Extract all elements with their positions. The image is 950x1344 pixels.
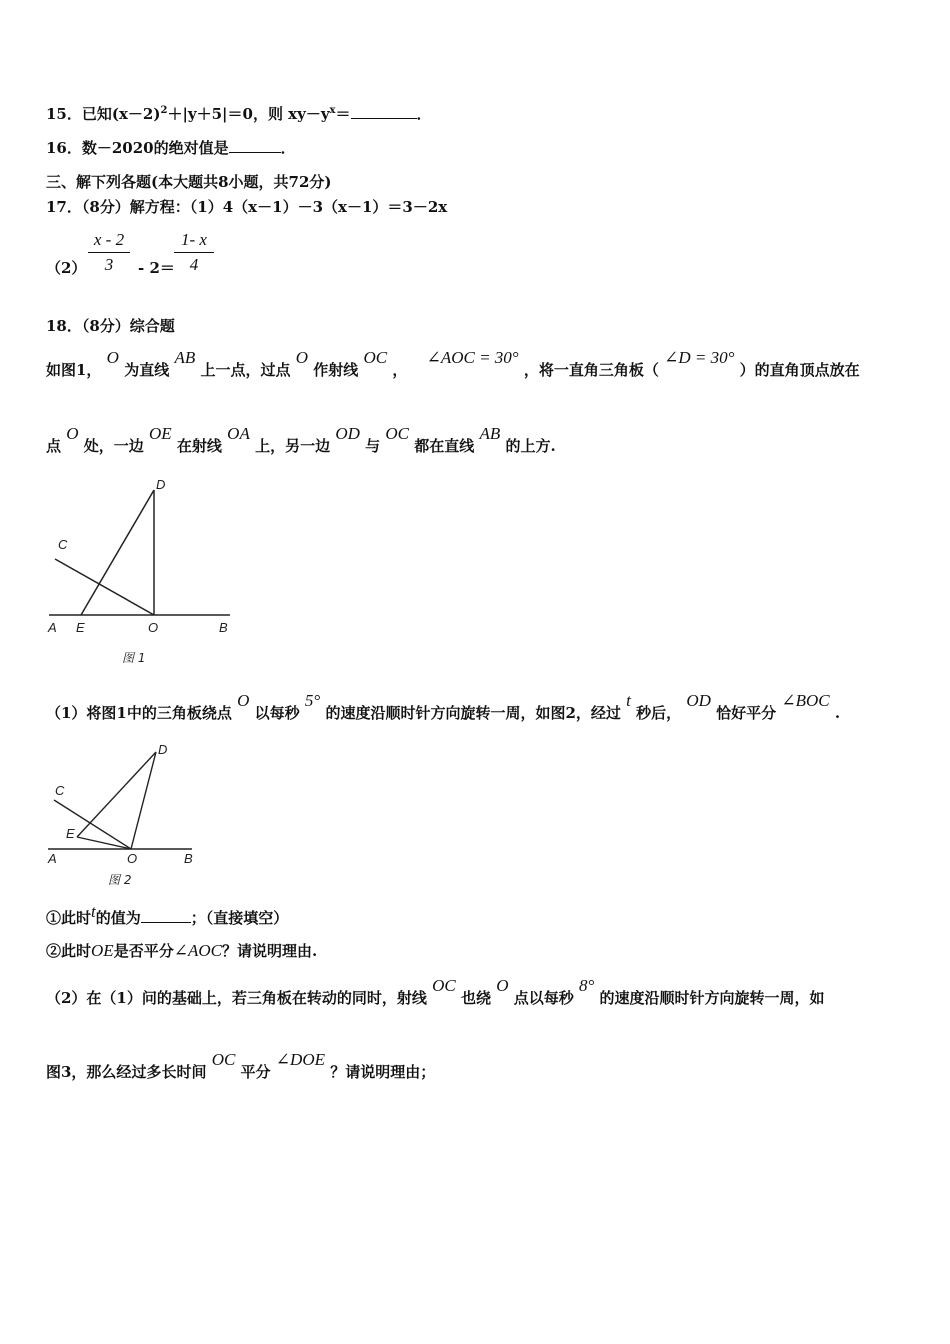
q16-end: ． — [280, 139, 296, 157]
fig2-line-de — [77, 752, 156, 837]
q18-p2-O: O — [66, 424, 79, 443]
q18-sub2b-angle-doe: ∠DOE — [275, 1050, 325, 1069]
q15-text: 已知 — [81, 105, 112, 123]
q18-p1-O2: O — [295, 348, 308, 367]
q18-sub-1 — [46, 691, 841, 723]
q18-sub1-OD: OD — [686, 691, 711, 710]
q18-p1-O1: O — [106, 348, 119, 367]
q16-number: 16． — [46, 139, 82, 157]
figure-2 — [44, 740, 204, 890]
q18-sub2-c: 点以每秒 — [513, 989, 574, 1007]
q18-item2-angle-aoc: ∠AOC — [173, 941, 222, 960]
q17-frac2-denominator: 4 — [189, 255, 199, 274]
fig1-label-c: C — [58, 537, 68, 552]
q16-answer-blank[interactable] — [229, 138, 281, 153]
q18-sub2-a: （2）在（1）问的基础上，若三角板在转动的同时，射线 — [46, 989, 427, 1007]
q18-sub1-b: 以每秒 — [254, 704, 300, 722]
q17-fraction-2 — [174, 230, 214, 275]
q18-item2-b: 是否平分 — [113, 942, 174, 960]
q15-expr-b: ＋|y＋5|＝0，则 xy－y — [167, 105, 330, 123]
q18-sub1-a: （1）将图1中的三角板绕点 — [46, 704, 232, 722]
question-15 — [46, 103, 432, 124]
q18-sub1-c: 的速度沿顺时针方向旋转一周，如图2，经过 — [325, 704, 621, 722]
q18-item1-b: 的值为 — [95, 909, 141, 927]
q18-item2-OE: OE — [91, 941, 114, 960]
q18-item1-answer-blank[interactable] — [141, 908, 191, 923]
q18-item-1 — [46, 902, 289, 928]
q18-sub2-b: 也绕 — [460, 989, 491, 1007]
q18-sub2-O: O — [496, 976, 509, 995]
q18-sub2-OC: OC — [432, 976, 456, 995]
q18-sub1-e: 恰好平分 — [716, 704, 777, 722]
q18-sub1-O: O — [237, 691, 250, 710]
q18-p1-b: 为直线 — [124, 361, 170, 379]
q18-sub1-angle-boc: ∠BOC — [781, 691, 830, 710]
fig1-label-b: B — [219, 620, 228, 635]
fig2-line-od — [131, 752, 156, 849]
q18-p1-a: 如图1， — [46, 361, 102, 379]
q18-p1-g: ）的直角顶点放在 — [739, 361, 860, 379]
q18-p1-c: 上一点，过点 — [200, 361, 291, 379]
q16-text: 数－2020的绝对值是 — [81, 139, 229, 157]
q15-end: ． — [416, 105, 432, 123]
fig2-label-c: C — [55, 783, 65, 798]
q18-sub1-f: . — [834, 704, 841, 722]
fig2-label-d: D — [158, 742, 168, 757]
fig1-line-oc — [55, 559, 154, 615]
q18-p1-d: 作射线 — [313, 361, 359, 379]
fig1-label-o: O — [148, 620, 159, 635]
fig1-line-de — [81, 490, 154, 615]
q18-p2-OE: OE — [149, 424, 172, 443]
q15-expr-c: ＝ — [335, 105, 351, 123]
fig2-label-o: O — [127, 851, 138, 866]
q18-sub2b-b: 平分 — [240, 1063, 271, 1081]
q18-sub2b-a: 图3，那么经过多长时间 — [46, 1063, 207, 1081]
section-3-heading: 三、解下列各题(本大题共8小题，共72分) — [46, 173, 332, 191]
q17-frac1-denominator: 3 — [104, 255, 114, 274]
q18-item1-a: ①此时 — [46, 909, 92, 927]
q18-p2-g: 的上方. — [505, 437, 556, 455]
q18-sub-2-continued — [46, 1050, 436, 1082]
q15-sup: 2 — [160, 105, 168, 116]
q18-p1-angle-d: ∠D = 30° — [664, 348, 735, 367]
q18-sub1-speed: 5° — [304, 691, 321, 710]
q18-item1-t: t — [91, 902, 96, 921]
question-16 — [46, 137, 296, 158]
q18-p1-e: ， — [392, 361, 408, 379]
q15-number: 15． — [46, 105, 82, 123]
q18-p1-OC: OC — [363, 348, 388, 367]
q15-sup2: x — [329, 105, 336, 116]
q18-paragraph-1 — [46, 348, 860, 380]
q15-answer-blank[interactable] — [351, 104, 417, 119]
fig1-caption: 图 1 — [122, 651, 146, 665]
q17-frac2-bar — [174, 252, 214, 253]
q18-p2-f: 都在直线 — [414, 437, 475, 455]
q18-sub2-d: 的速度沿顺时针方向旋转一周，如 — [599, 989, 825, 1007]
q18-sub1-d: 秒后， — [636, 704, 682, 722]
figure-1 — [44, 475, 244, 675]
fig1-label-e: E — [76, 620, 85, 635]
q18-p2-OA: OA — [227, 424, 250, 443]
fig2-line-oc — [54, 800, 131, 849]
q17-fraction-1 — [88, 230, 130, 275]
q18-p2-AB: AB — [479, 424, 501, 443]
fig1-label-a: A — [48, 620, 57, 635]
q18-p2-a: 点 — [46, 437, 62, 455]
question-18-title: 18．（8分）综合题 — [46, 317, 175, 335]
q18-sub2b-OC: OC — [211, 1050, 236, 1069]
q15-expr-a: (x－2) — [111, 105, 161, 123]
q18-sub-2 — [46, 976, 825, 1008]
q18-p1-AB: AB — [174, 348, 196, 367]
q17-frac1-bar — [88, 252, 130, 253]
q17-frac2-numerator: 1- x — [181, 230, 207, 249]
fig2-caption: 图 2 — [108, 873, 132, 887]
q18-p1-f: ，将一直角三角板（ — [523, 361, 659, 379]
fig2-line-oe — [77, 837, 131, 849]
question-17-line1: 17．（8分）解方程：（1）4（x－1）－3（x－1）＝3－2x — [46, 198, 448, 216]
q18-sub2-speed: 8° — [579, 976, 595, 995]
fig2-label-b: B — [184, 851, 193, 866]
q17-middle: - 2＝ — [138, 259, 175, 277]
q18-item1-c: ；（直接填空） — [190, 909, 289, 927]
q17-part2-label: （2） — [46, 259, 87, 277]
q18-p2-OD: OD — [335, 424, 360, 443]
fig2-label-e: E — [66, 826, 75, 841]
fig2-label-a: A — [48, 851, 57, 866]
q18-item2-c: ？请说明理由. — [221, 942, 318, 960]
q18-item2-a: ②此时 — [46, 942, 92, 960]
fig1-label-d: D — [156, 477, 166, 492]
q18-p1-angle-aoc: ∠AOC = 30° — [426, 348, 519, 367]
q17-frac1-numerator: x - 2 — [93, 230, 125, 249]
q18-p2-e: 与 — [365, 437, 381, 455]
q18-item-2 — [46, 940, 317, 961]
q18-sub1-t: t — [626, 691, 631, 710]
q18-p2-c: 在射线 — [176, 437, 222, 455]
q18-sub2b-c: ？请说明理由； — [330, 1063, 436, 1081]
q18-p2-OC: OC — [385, 424, 409, 443]
q18-p2-b: 处，一边 — [83, 437, 144, 455]
q18-paragraph-2 — [46, 424, 556, 456]
q18-p2-d: 上，另一边 — [255, 437, 331, 455]
